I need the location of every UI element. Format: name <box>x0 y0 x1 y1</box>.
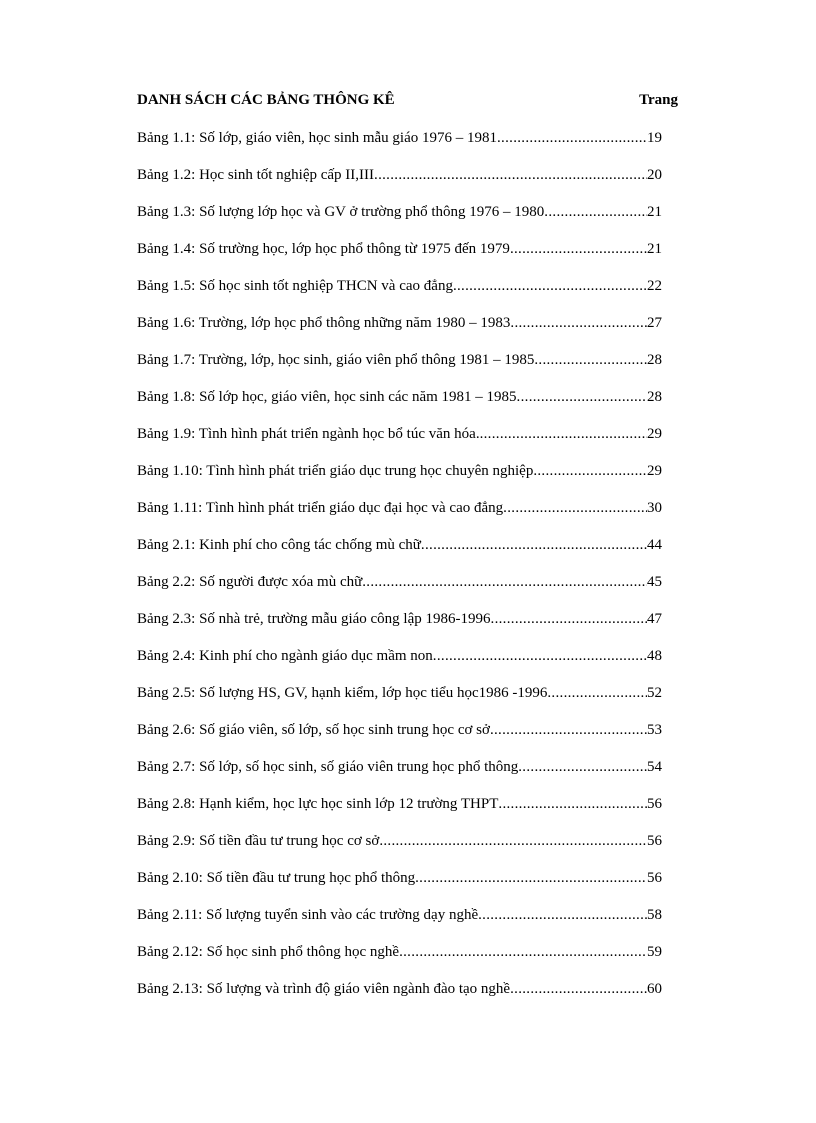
toc-entry-label: Bảng 2.9: Số tiền đầu tư trung học cơ sở <box>137 833 380 849</box>
list-heading <box>137 92 678 109</box>
dot-leader <box>399 944 647 961</box>
dot-leader <box>478 907 647 924</box>
toc-entry <box>137 315 662 352</box>
toc-entry <box>137 352 662 389</box>
toc-entry-page: 21 <box>647 241 662 257</box>
toc-entry-page: 29 <box>647 426 662 442</box>
dot-leader <box>518 759 647 776</box>
toc-entry <box>137 426 662 463</box>
toc-entry <box>137 130 662 167</box>
toc-entry-label: Bảng 2.1: Kinh phí cho công tác chống mù chữ <box>137 537 421 553</box>
toc-entry-page: 60 <box>647 981 662 997</box>
toc-entry-label: Bảng 2.12: Số học sinh phổ thông học nghề <box>137 944 400 960</box>
toc-entry <box>137 907 662 944</box>
dot-leader <box>362 574 647 591</box>
toc-entry-label: Bảng 1.1: Số lớp, giáo viên, học sinh mẫu giáo 1976 – 1981 <box>137 130 497 146</box>
toc-entry-page: 47 <box>647 611 662 627</box>
toc-entry-page: 28 <box>647 352 662 368</box>
toc-entry-label: Bảng 2.3: Số nhà trẻ, trường mẫu giáo công lập 1986-1996 <box>137 611 491 627</box>
dot-leader <box>510 241 647 258</box>
toc-entry-label: Bảng 2.10: Số tiền đầu tư trung học phổ thông <box>137 870 416 886</box>
toc-entry-page: 28 <box>647 389 662 405</box>
dot-leader <box>510 981 647 998</box>
toc-entry-page: 19 <box>647 130 662 146</box>
toc-entry-label: Bảng 1.2: Học sinh tốt nghiệp cấp II,III <box>137 167 375 183</box>
toc-entry-page: 56 <box>647 833 662 849</box>
toc-entry-label: Bảng 2.5: Số lượng HS, GV, hạnh kiểm, lớp học tiểu học1986 -1996 <box>137 685 548 701</box>
toc-entry-page: 27 <box>647 315 662 331</box>
toc-entry <box>137 241 662 278</box>
toc-entry-page: 44 <box>647 537 662 553</box>
toc-entry-label: Bảng 1.7: Trường, lớp, học sinh, giáo viên phổ thông 1981 – 1985 <box>137 352 535 368</box>
toc-entry-label: Bảng 1.6: Trường, lớp học phổ thông những năm 1980 – 1983 <box>137 315 511 331</box>
toc-entry <box>137 648 662 685</box>
toc-entry <box>137 574 662 611</box>
dot-leader <box>544 204 647 221</box>
dot-leader <box>433 648 647 665</box>
dot-leader <box>415 870 647 887</box>
dot-leader <box>480 426 647 443</box>
toc-entry-label: Bảng 2.7: Số lớp, số học sinh, số giáo viên trung học phổ thông <box>137 759 519 775</box>
toc-entry <box>137 463 662 500</box>
dot-leader <box>453 278 647 295</box>
dot-leader <box>503 500 647 517</box>
dot-leader <box>547 685 647 702</box>
toc-entry-page: 45 <box>647 574 662 590</box>
dot-leader <box>510 315 647 332</box>
dot-leader <box>379 833 647 850</box>
toc-entry-page: 59 <box>647 944 662 960</box>
toc-entry-label: Bảng 2.11: Số lượng tuyển sinh vào các trường dạy nghề <box>137 907 479 923</box>
toc-entry-label: Bảng 1.5: Số học sinh tốt nghiệp THCN và cao đẳng <box>137 278 453 294</box>
toc-entry-page: 48 <box>647 648 662 664</box>
page-column-label: Trang <box>639 92 678 108</box>
toc-entry-page: 30 <box>647 500 662 516</box>
dot-leader <box>421 537 647 554</box>
toc-entry <box>137 870 662 907</box>
toc-entry-label: Bảng 2.6: Số giáo viên, số lớp, số học sinh trung học cơ sở <box>137 722 490 738</box>
toc-entry-label: Bảng 1.10: Tình hình phát triển giáo dục trung học chuyên nghiệp <box>137 463 534 479</box>
toc-entry-page: 56 <box>647 796 662 812</box>
toc-entry-label: Bảng 1.4: Số trường học, lớp học phổ thông từ 1975 đến 1979 <box>137 241 510 257</box>
table-list <box>137 130 662 1018</box>
toc-entry-label: Bảng 2.8: Hạnh kiểm, học lực học sinh lớp 12 trường THPT <box>137 796 499 812</box>
toc-entry-label: Bảng 2.4: Kinh phí cho ngành giáo dục mầm non <box>137 648 433 664</box>
toc-entry-page: 53 <box>647 722 662 738</box>
dot-leader <box>534 352 647 369</box>
toc-entry-page: 21 <box>647 204 662 220</box>
toc-entry <box>137 796 662 833</box>
toc-entry <box>137 389 662 426</box>
dot-leader <box>490 722 647 739</box>
dot-leader <box>498 796 647 813</box>
toc-entry-label: Bảng 1.9: Tình hình phát triển ngành học bổ túc văn hóa. <box>137 426 480 442</box>
toc-entry <box>137 981 662 1018</box>
toc-entry-page: 29 <box>647 463 662 479</box>
toc-entry-page: 22 <box>647 278 662 294</box>
toc-entry <box>137 537 662 574</box>
toc-entry-label: Bảng 1.8: Số lớp học, giáo viên, học sinh các năm 1981 – 1985 <box>137 389 517 405</box>
toc-entry <box>137 759 662 796</box>
toc-entry <box>137 611 662 648</box>
toc-entry-page: 54 <box>647 759 662 775</box>
toc-entry <box>137 685 662 722</box>
dot-leader <box>533 463 647 480</box>
toc-entry-page: 52 <box>647 685 662 701</box>
toc-entry <box>137 833 662 870</box>
dot-leader <box>491 611 647 628</box>
list-title: DANH SÁCH CÁC BẢNG THÔNG KÊ <box>137 92 395 108</box>
dot-leader <box>497 130 647 147</box>
toc-entry <box>137 722 662 759</box>
toc-entry-label: Bảng 1.3: Số lượng lớp học và GV ở trường phổ thông 1976 – 1980 <box>137 204 545 220</box>
toc-entry-label: Bảng 1.11: Tình hình phát triển giáo dục đại học và cao đẳng <box>137 500 504 516</box>
toc-entry <box>137 944 662 981</box>
dot-leader <box>517 389 647 406</box>
toc-entry <box>137 167 662 204</box>
toc-entry-label: Bảng 2.2: Số người được xóa mù chữ <box>137 574 363 590</box>
toc-entry-page: 56 <box>647 870 662 886</box>
toc-entry <box>137 278 662 315</box>
toc-entry-page: 20 <box>647 167 662 183</box>
toc-entry <box>137 204 662 241</box>
toc-entry-label: Bảng 2.13: Số lượng và trình độ giáo viên ngành đào tạo nghề <box>137 981 511 997</box>
dot-leader <box>374 167 647 184</box>
toc-entry <box>137 500 662 537</box>
toc-entry-page: 58 <box>647 907 662 923</box>
